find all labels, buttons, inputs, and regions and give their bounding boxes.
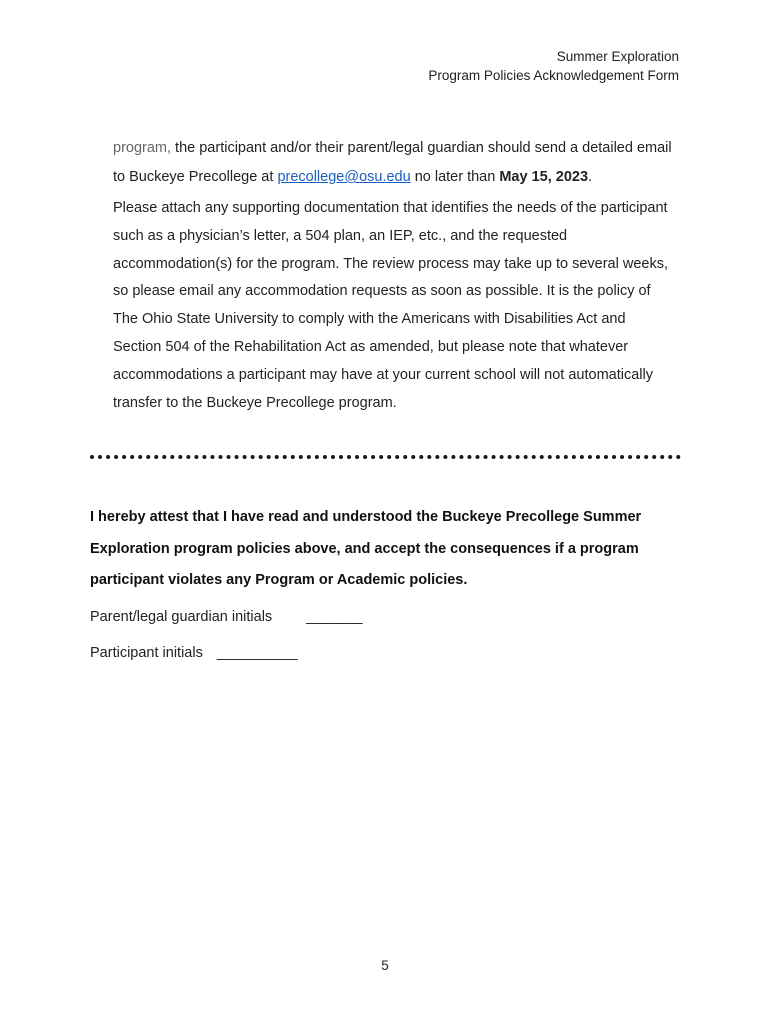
header-title: Summer Exploration	[556, 49, 679, 64]
paragraph-text-2: no later than	[410, 169, 500, 185]
page-number: 5	[381, 958, 389, 973]
email-link[interactable]: precollege@osu.edu	[277, 169, 411, 185]
paragraph-end: .	[588, 169, 593, 185]
deadline-date: May 15, 2023	[499, 169, 589, 185]
participant-initials-label: Participant initials	[90, 645, 203, 661]
guardian-initials-label: Parent/legal guardian initials	[90, 609, 273, 625]
header-subtitle: Program Policies Acknowledgement Form	[428, 68, 679, 83]
paragraph-text-1: the participant and/or their parent/legal guardian should send a detailed email to Buckeye Precollege at	[113, 140, 672, 185]
paragraph-lead: program,	[113, 140, 172, 156]
documentation-paragraph: Please attach any supporting documentation that identifies the needs of the participant such as a physician’s letter, a 504 plan, an IEP, etc., and the requested accommodation(s) for the program. The review process may take up to several weeks, so please email any accommodation requests as soon as possible. It is the policy of The Ohio State University to comply with the Americans with Disabilities Act and Section 504 of the Rehabilitation Act as amended, but please note that whatever accommodations a participant may have at your current school will not automatically transfer to the Buckeye Precollege program.	[113, 200, 668, 411]
participant-initials-row	[90, 645, 297, 661]
dotted-divider	[90, 455, 681, 459]
accommodation-paragraph	[113, 134, 673, 192]
page-header	[428, 47, 679, 85]
guardian-initials-field[interactable]: _______	[306, 609, 363, 625]
participant-initials-field[interactable]: __________	[216, 645, 298, 661]
policy-body	[113, 134, 673, 417]
attestation-statement: I hereby attest that I have read and understood the Buckeye Precollege Summer Exploration program policies above, and accept the consequences if a program participant violates any Program or Academic policies.	[90, 509, 642, 588]
guardian-initials-row	[90, 609, 363, 625]
